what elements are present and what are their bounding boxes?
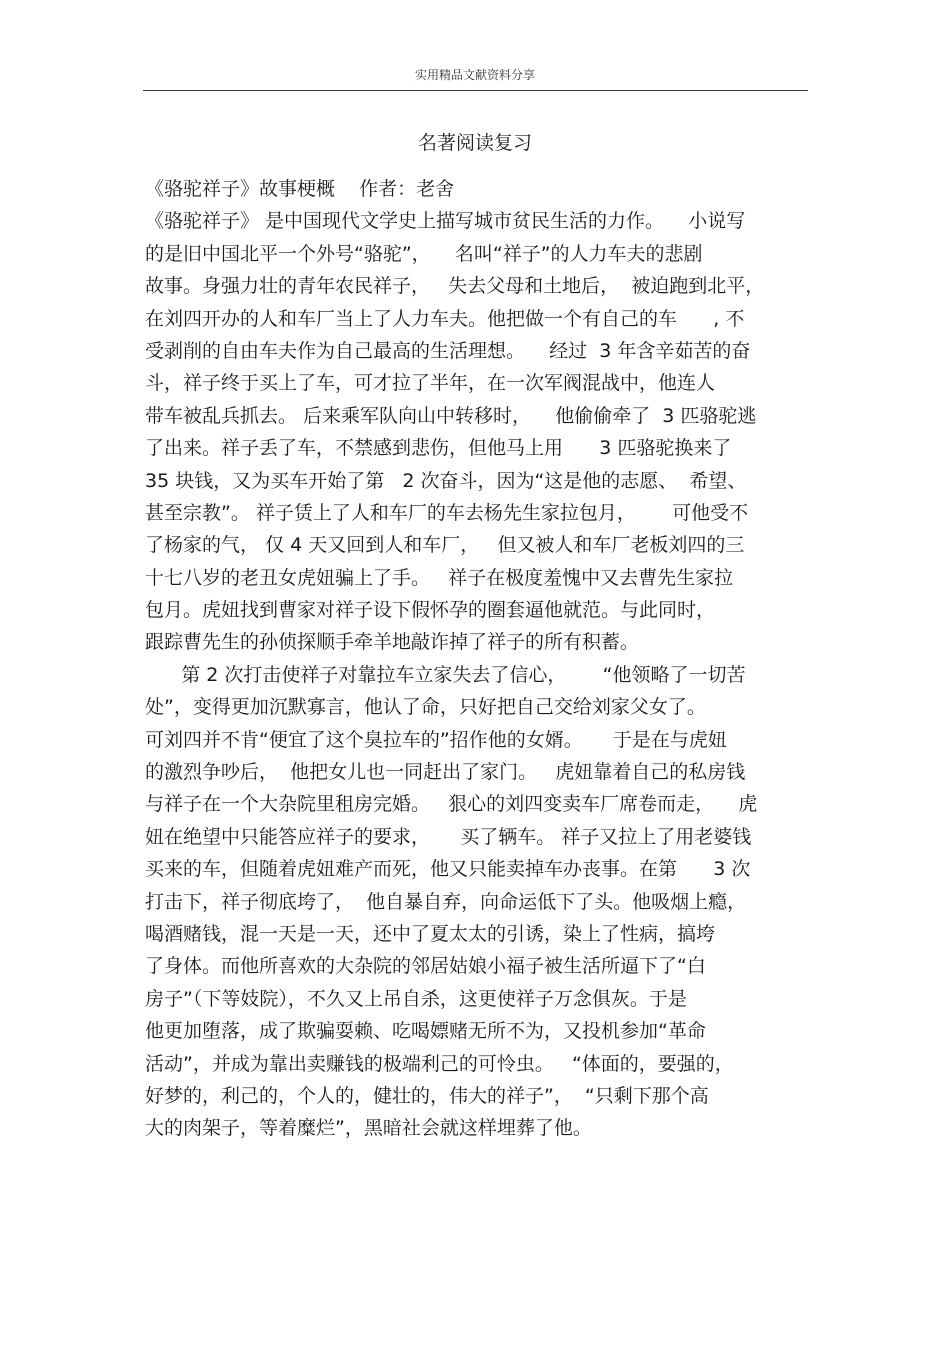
header-divider [143,90,808,91]
text-line: 了出来。祥子丢了车，不禁感到悲伤，但他马上用 3 匹骆驼换来了 [145,437,732,460]
text-line: 喝酒赌钱，混一天是一天，还中了夏太太的引诱，染上了性病，搞垮 [145,922,716,945]
text-line: 房子”（下等妓院），不久又上吊自杀，这更使祥子万念俱灰。于是 [145,987,687,1010]
text-line: 故事。身强力壮的青年农民祥子， 失去父母和土地后， 被迫跑到北平， [145,275,765,298]
text-line: 甚至宗教”。 祥子赁上了人和车厂的车去杨先生家拉包月， 可他受不 [145,501,749,524]
text-line: 带车被乱兵抓去。 后来乘军队向山中转移时， 他偷偷牵了 3 匹骆驼逃 [145,404,757,427]
text-line: 好梦的，利己的，个人的，健壮的，伟大的祥子”， “只剩下那个高 [145,1084,709,1107]
text-line: 与祥子在一个大杂院里租房完婚。 狠心的刘四变卖车厂席卷而走， 虎 [145,793,758,816]
text-line: 买来的车，但随着虎妞难产而死，他又只能卖掉车办丧事。在第 3 次 [145,858,751,881]
text-line: 打击下，祥子彻底垮了， 他自暴自弃，向命运低下了头。他吸烟上瘾， [145,890,747,913]
text-line: 他更加堕落，成了欺骗耍赖、吃喝嫖赌无所不为，又投机参加“革命 [145,1020,706,1043]
text-line: 35 块钱，又为买车开始了第 2 次奋斗，因为“这是他的志愿、 希望、 [145,469,747,492]
text-line: 可刘四并不肯“便宜了这个臭拉车的”招作他的女婿。 于是在与虎妞 [145,728,727,751]
text-line: 受剥削的自由车夫作为自己最高的生活理想。 经过 3 年含辛茹苦的奋 [145,339,751,362]
text-line: 活动”，并成为靠出卖赚钱的极端利己的可怜虫。 “体面的，要强的， [145,1052,734,1075]
page-title: 名著阅读复习 [417,132,532,154]
text-line: 《骆驼祥子》 是中国现代文学史上描写城市贫民生活的力作。 小说写 [145,210,746,233]
text-line: 的是旧中国北平一个外号“骆驼”， 名叫“祥子”的人力车夫的悲剧 [145,242,703,265]
text-line: 了杨家的气， 仅 4 天又回到人和车厂， 但又被人和车厂老板刘四的三 [145,534,745,557]
text-line: 十七八岁的老丑女虎妞骗上了手。 祥子在极度羞愧中又去曹先生家拉 [145,566,734,589]
text-line: 斗，祥子终于买上了车，可才拉了半年，在一次军阀混战中，他连人 [145,372,716,395]
text-line: 大的肉架子，等着糜烂”，黑暗社会就这样埋葬了他。 [145,1117,592,1140]
body-text [145,173,815,1145]
page-header: 实用精品文献资料分享 [414,68,535,82]
text-line: 的激烈争吵后， 他把女儿也一同赶出了家门。 虎妞靠着自己的私房钱 [145,761,746,784]
text-line: 跟踪曹先生的孙侦探顺手牵羊地敲诈掉了祥子的所有积蓄。 [145,631,640,654]
text-line: 在刘四开办的人和车厂当上了人力车夫。他把做一个有自己的车 , 不 [145,307,745,330]
text-line: 妞在绝望中只能答应祥子的要求， 买了辆车。 祥子又拉上了用老婆钱 [145,825,752,848]
text-line: 包月。虎妞找到曹家对祥子设下假怀孕的圈套逼他就范。与此同时， [145,599,716,622]
text-line: 了身体。而他所喜欢的大杂院的邻居姑娘小福子被生活所逼下了“白 [145,955,706,978]
text-line: 第 2 次打击使祥子对靠拉车立家失去了信心， “他领略了一切苦 [145,663,746,686]
text-line: 处”，变得更加沉默寡言，他认了命，只好把自己交给刘家父女了。 [145,696,706,719]
text-line: 《骆驼祥子》故事梗概 作者：老舍 [145,178,455,200]
